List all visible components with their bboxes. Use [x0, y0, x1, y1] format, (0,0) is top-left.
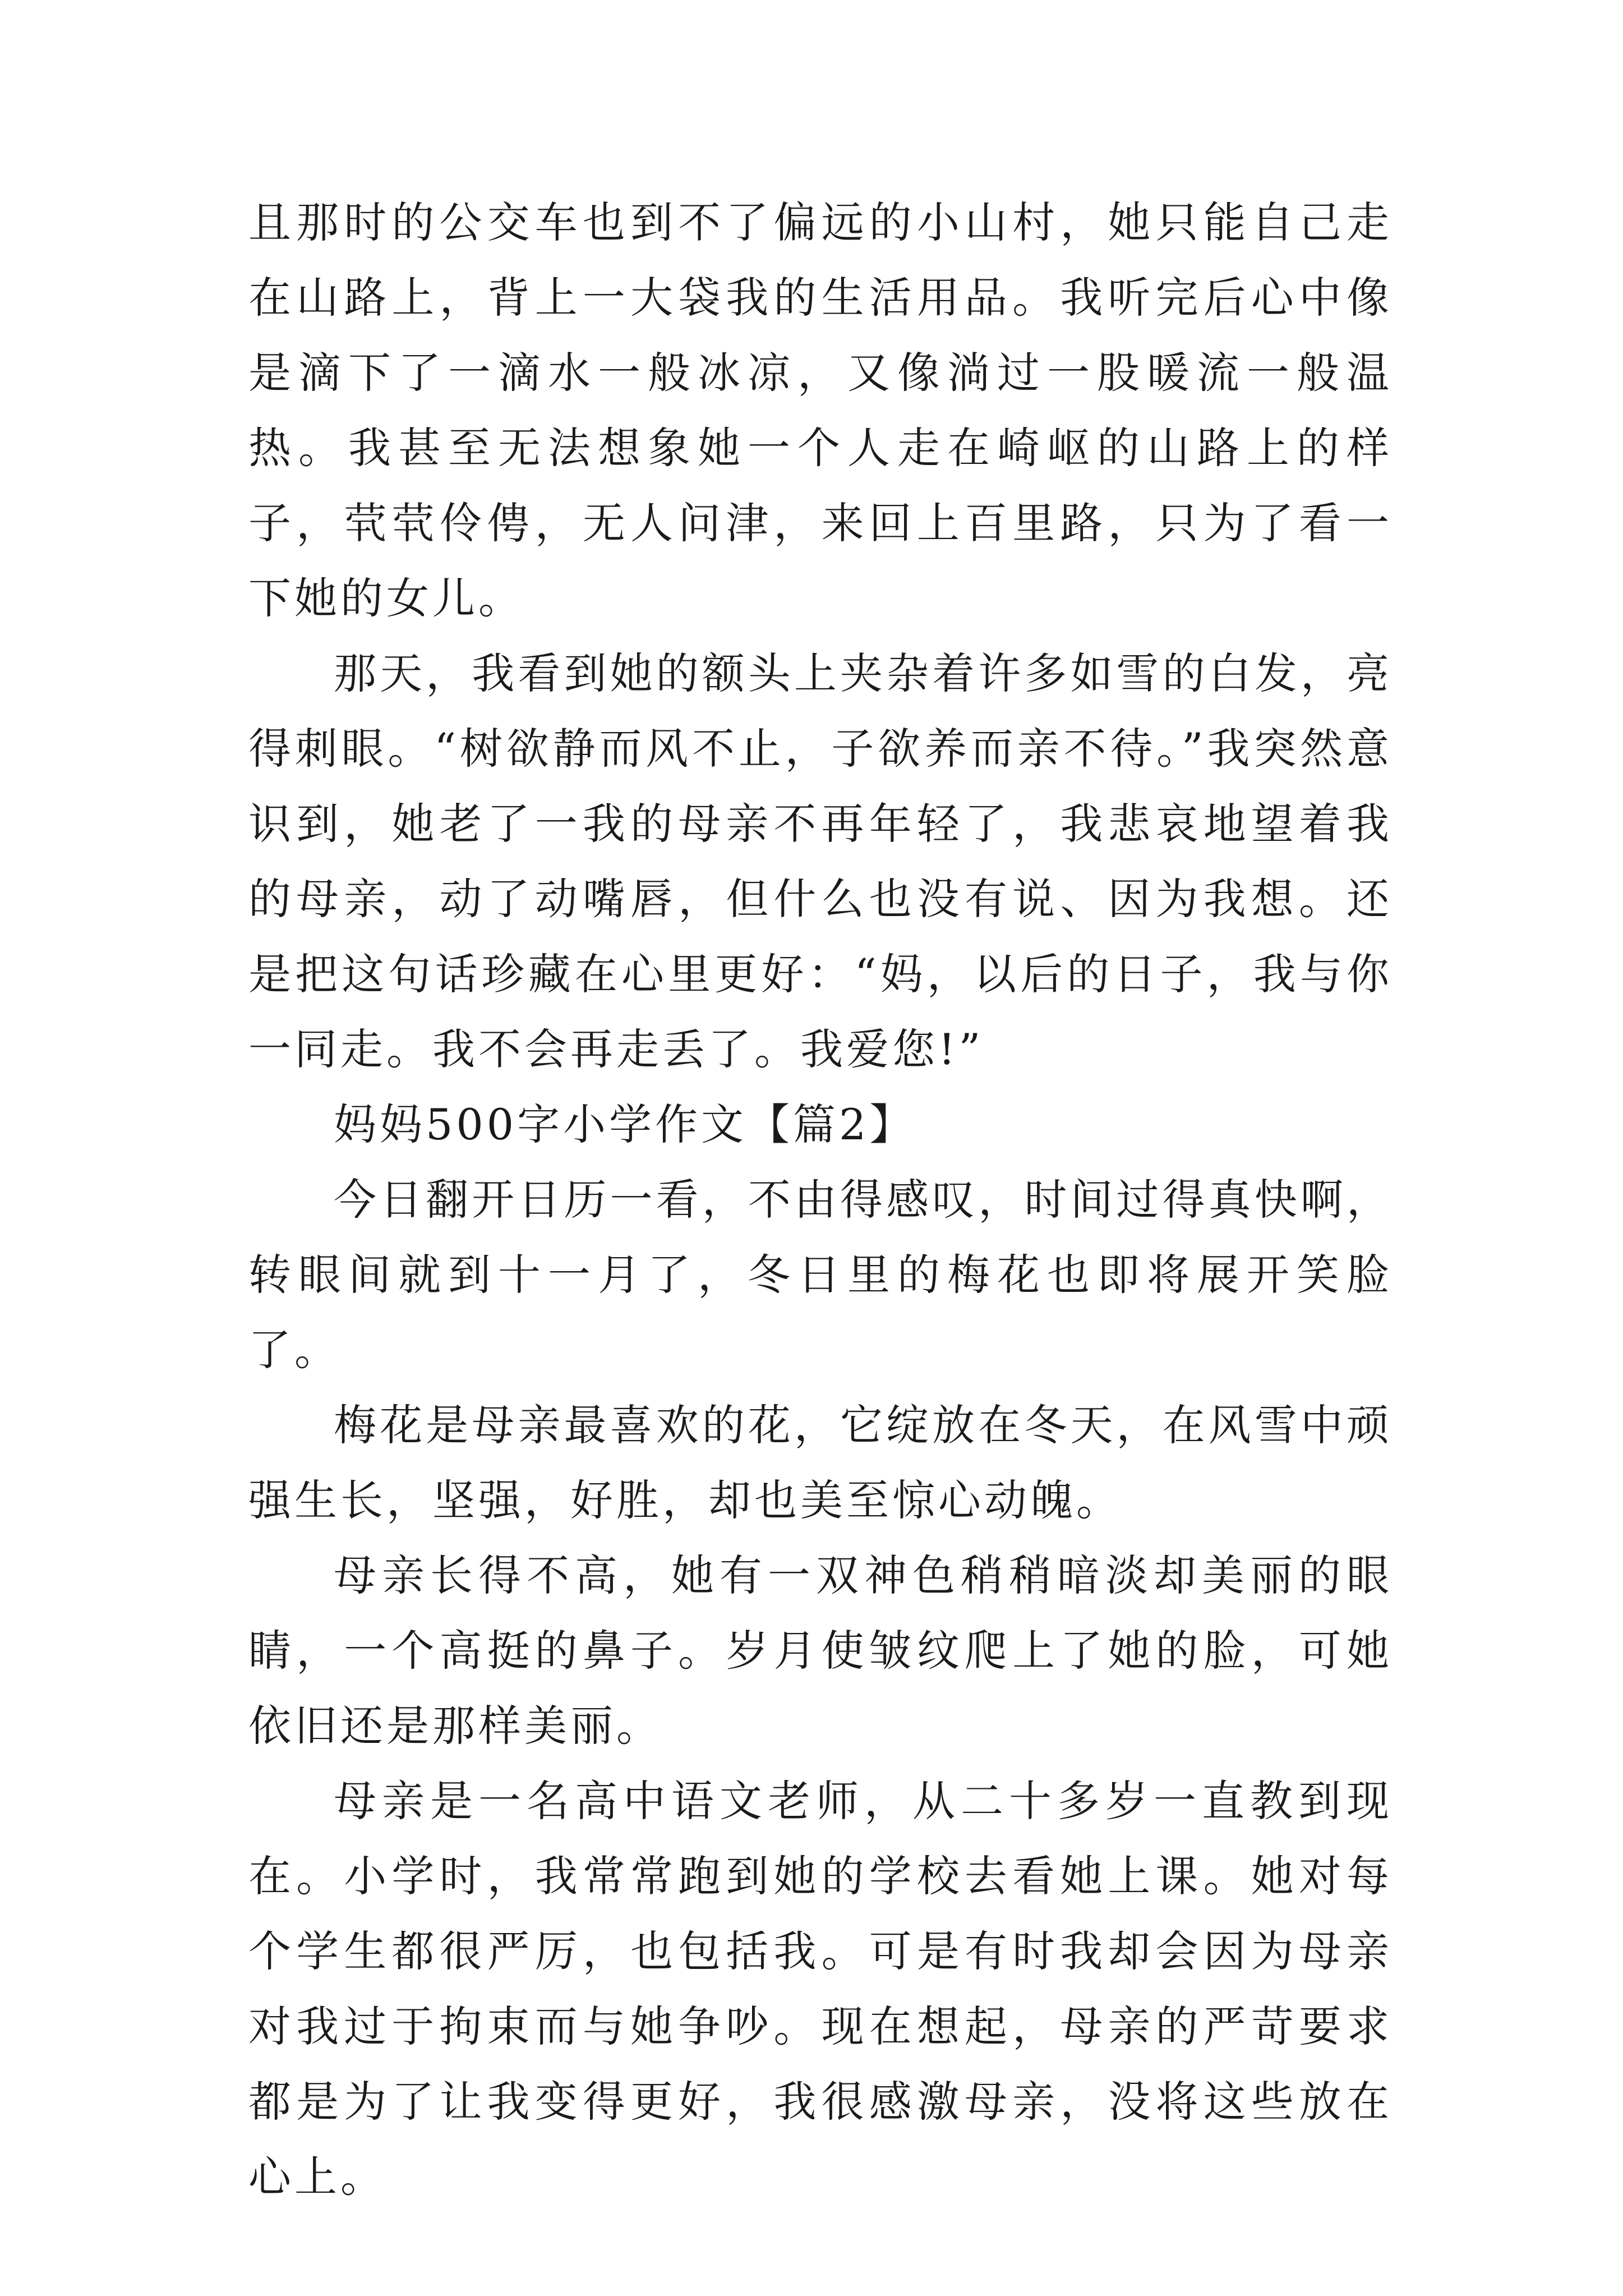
- paragraph: 梅花是母亲最喜欢的花，它绽放在冬天，在风雪中顽强生长，坚强，好胜，却也美至惊心动魄。: [248, 1400, 1393, 1525]
- paragraph-continuation: 且那时的公交车也到不了偏远的小山村，她只能自己走在山路上，背上一大袋我的生活用品。我听完后心中像是滴下了一滴水一般冰凉，又像淌过一股暖流一般温热。我甚至无法想象她一个人走在崎岖的山路上的样子，茕茕伶俜，无人问津，来回上百里路，只为了看一下她的女儿。: [248, 197, 1393, 623]
- paragraph: 今日翻开日历一看，不由得感叹，时间过得真快啊，转眼间就到十一月了，冬日里的梅花也即将展开笑脸了。: [248, 1175, 1393, 1375]
- article-body: [248, 185, 1393, 2215]
- section-heading: 妈妈500字小学作文【篇2】: [334, 1099, 916, 1149]
- paragraph: 母亲是一名高中语文老师，从二十多岁一直教到现在。小学时，我常常跑到她的学校去看她上课。她对每个学生都很严厉，也包括我。可是有时我却会因为母亲对我过于拘束而与她争吵。现在想起，母亲的严苛要求都是为了让我变得更好，我很感激母亲，没将这些放在心上。: [248, 1776, 1393, 2202]
- paragraph: 那天，我看到她的额头上夹杂着许多如雪的白发，亮得刺眼。“树欲静而风不止，子欲养而亲不待。”我突然意识到，她老了一我的母亲不再年轻了，我悲哀地望着我的母亲，动了动嘴唇，但什么也没有说、因为我想。还是把这句话珍藏在心里更好：“妈，以后的日子，我与你一同走。我不会再走丢了。我爱您!”: [248, 648, 1393, 1074]
- paragraph: 母亲长得不高，她有一双神色稍稍暗淡却美丽的眼睛，一个高挺的鼻子。岁月使皱纹爬上了她的脸，可她依旧还是那样美丽。: [248, 1550, 1393, 1751]
